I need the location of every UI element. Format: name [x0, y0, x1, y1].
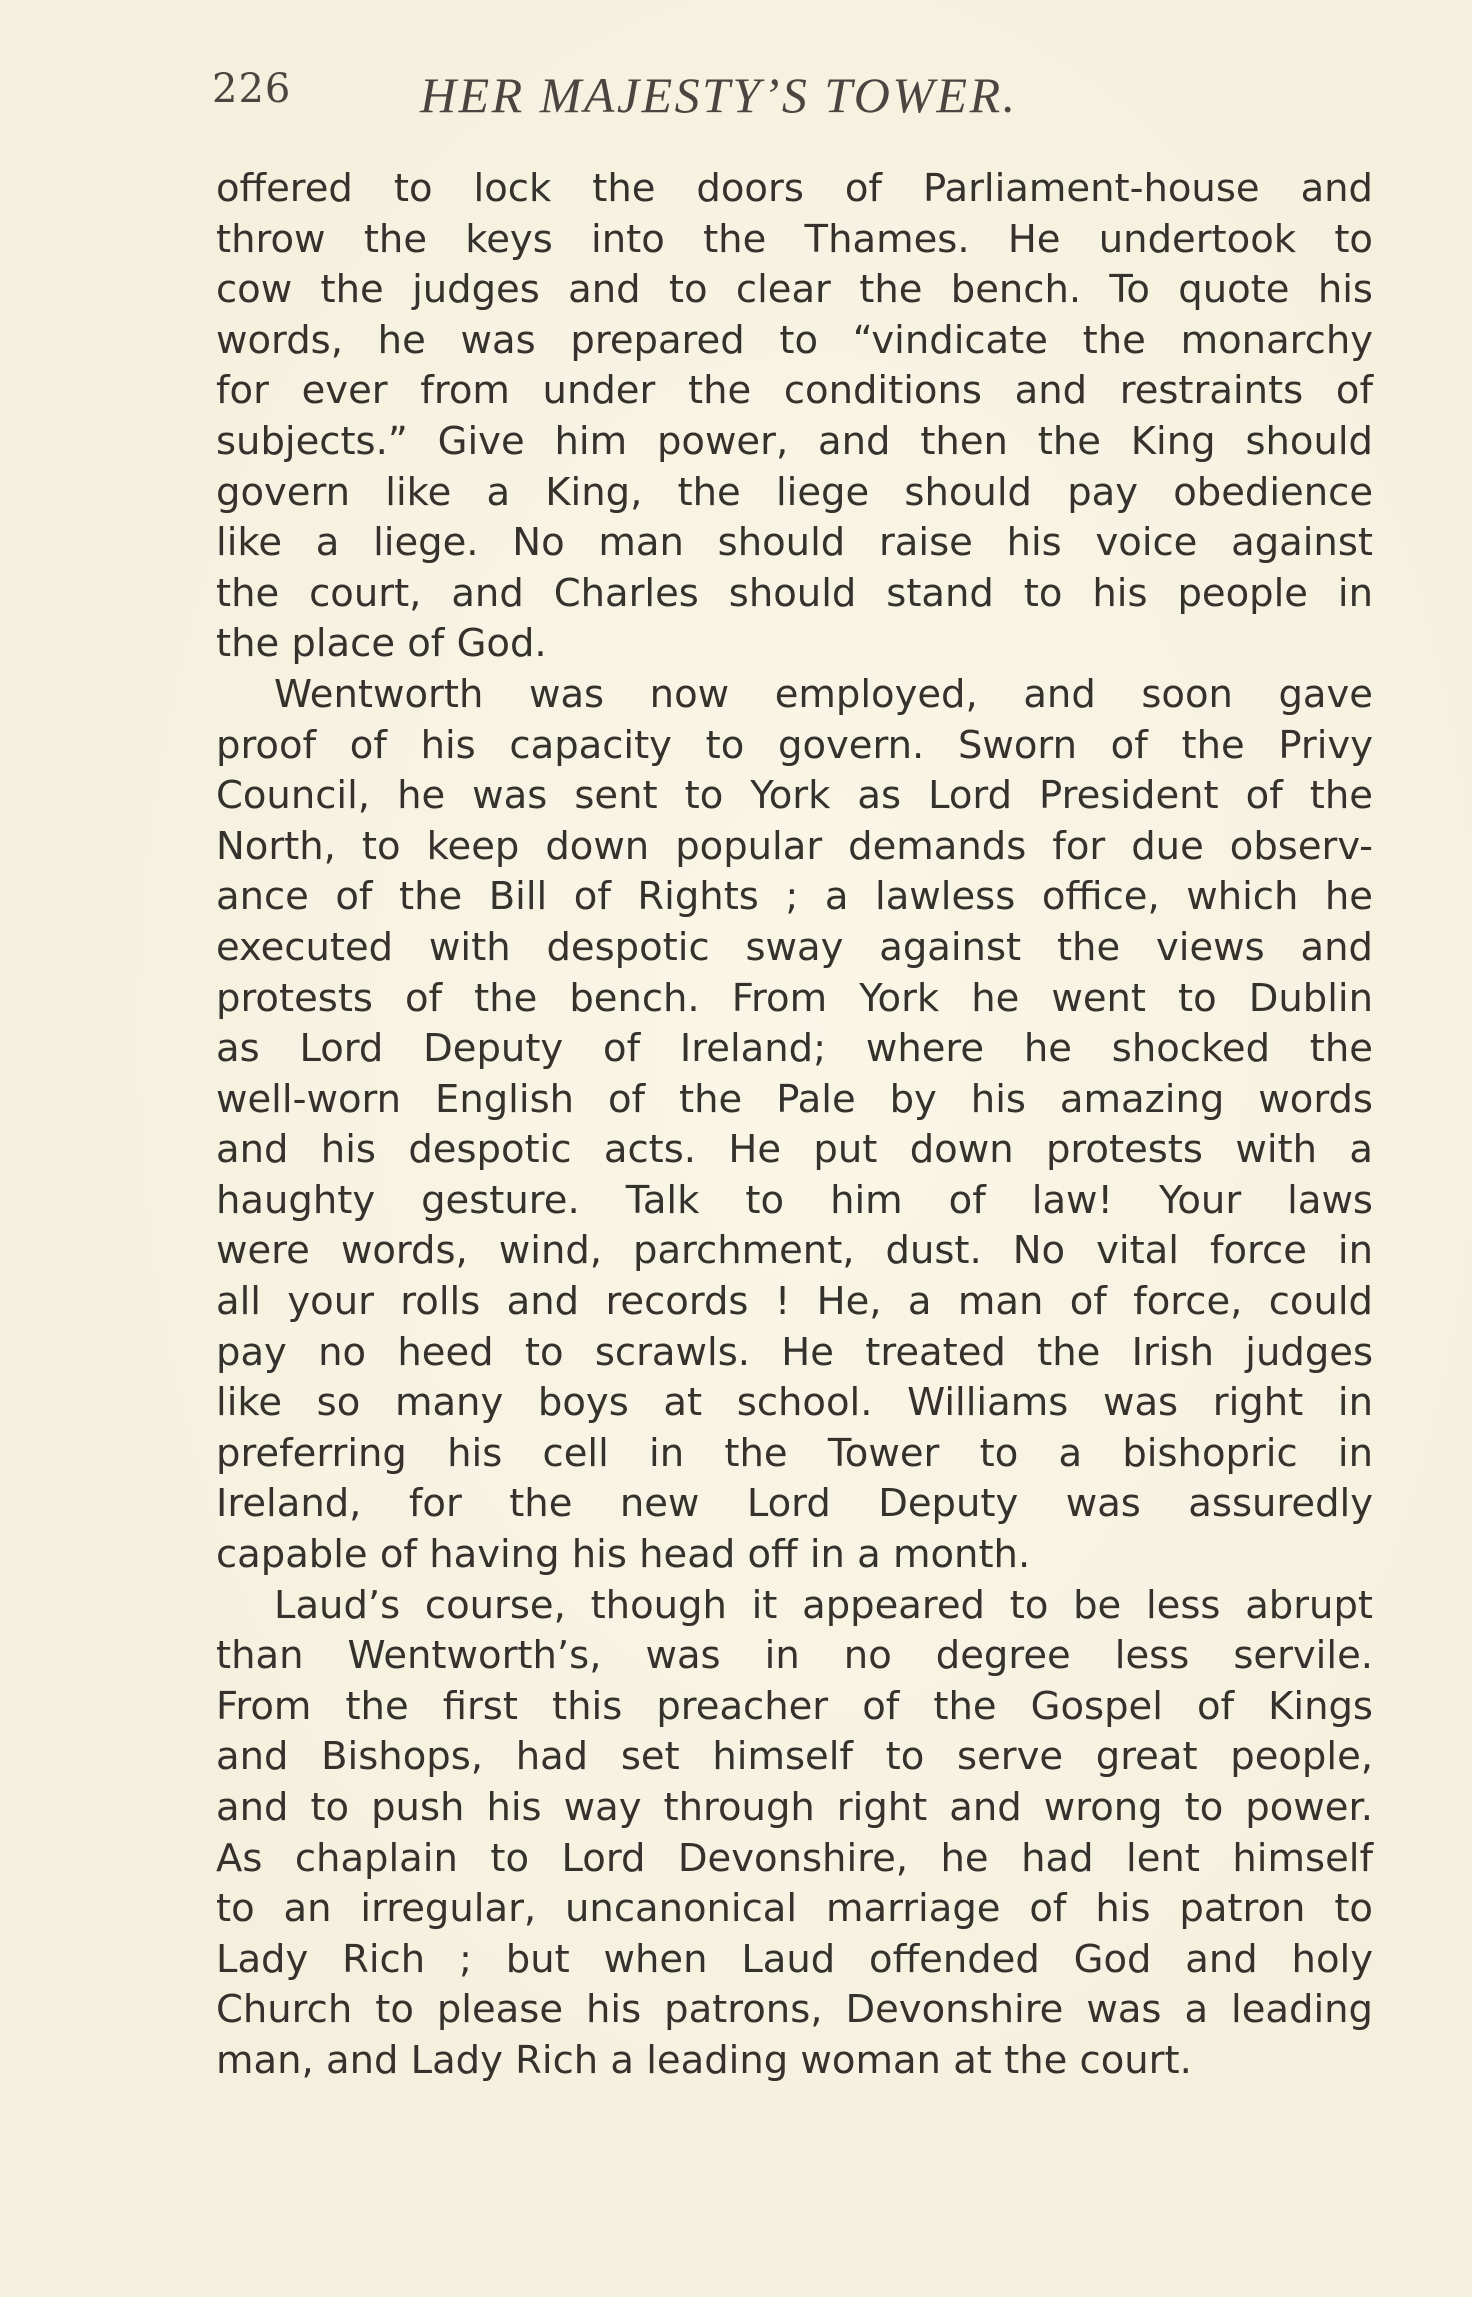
text-line: pay no heed to scrawls. He treated the Irish judges [216, 1329, 1373, 1375]
text-line: than Wentworth’s, was in no degree less servile. [216, 1633, 1373, 1679]
text-line: protests of the bench. From York he went to Dublin [216, 975, 1373, 1021]
text-line: cow the judges and to clear the bench. To quote his [216, 267, 1373, 313]
text-line: the place of God. [216, 621, 547, 667]
text-line: haughty gesture. Talk to him of law! Your laws [216, 1177, 1373, 1223]
text-line: govern like a King, the liege should pay obedience [216, 469, 1373, 515]
text-line: From the first this preacher of the Gospel of Kings [216, 1683, 1373, 1729]
text-line: were words, wind, parchment, dust. No vital force in [216, 1228, 1373, 1274]
text-line: all your rolls and records ! He, a man of force, could [216, 1279, 1373, 1325]
running-header [212, 66, 1212, 126]
text-line: to an irregular, uncanonical marriage of his patron to [216, 1886, 1373, 1932]
text-line: and his despotic acts. He put down protests with a [216, 1127, 1373, 1173]
text-line: Church to please his patrons, Devonshire was a leading [216, 1987, 1373, 2033]
text-line: offered to lock the doors of Parliament-house and [216, 166, 1373, 211]
text-line: proof of his capacity to govern. Sworn of the Privy [216, 722, 1373, 768]
text-line: man, and Lady Rich a leading woman at the court. [216, 2037, 1192, 2083]
text-line: Ireland, for the new Lord Deputy was assuredly [216, 1481, 1373, 1527]
text-line: and Bishops, had set himself to serve great people, [216, 1734, 1373, 1780]
paragraph-first-line: Wentworth was now employed, and soon gave [274, 671, 1373, 717]
text-line: as Lord Deputy of Ireland; where he shocked the [216, 1026, 1373, 1072]
text-line: and to push his way through right and wrong to power. [216, 1785, 1373, 1830]
text-line: North, to keep down popular demands for due observ- [216, 823, 1373, 869]
text-line: throw the keys into the Thames. He undertook to [216, 216, 1373, 262]
text-line: capable of having his head off in a month. [216, 1532, 1031, 1578]
text-line: subjects.” Give him power, and then the King should [216, 418, 1373, 464]
text-line: like a liege. No man should raise his voice against [216, 520, 1373, 566]
paragraph-first-line: Laud’s course, though it appeared to be less abrupt [274, 1582, 1373, 1628]
running-title: HER MAJESTY’S TOWER. [420, 67, 1018, 123]
text-line: preferring his cell in the Tower to a bishopric in [216, 1430, 1373, 1476]
text-line: the court, and Charles should stand to his people in [216, 570, 1373, 616]
text-line: like so many boys at school. Williams was right in [216, 1380, 1373, 1426]
text-line: for ever from under the conditions and restraints of [216, 368, 1373, 414]
body-text [216, 164, 1373, 2087]
text-line: Council, he was sent to York as Lord President of the [216, 773, 1373, 819]
text-line: As chaplain to Lord Devonshire, he had lent himself [216, 1835, 1373, 1881]
text-line: Lady Rich ; but when Laud offended God and holy [216, 1936, 1373, 1982]
page-number: 226 [212, 66, 292, 112]
text-line: executed with despotic sway against the views and [216, 924, 1373, 970]
text-line: ance of the Bill of Rights ; a lawless office, which he [216, 874, 1373, 920]
text-line: well-worn English of the Pale by his amazing words [216, 1076, 1373, 1122]
text-line: words, he was prepared to “vindicate the monarchy [216, 317, 1373, 363]
